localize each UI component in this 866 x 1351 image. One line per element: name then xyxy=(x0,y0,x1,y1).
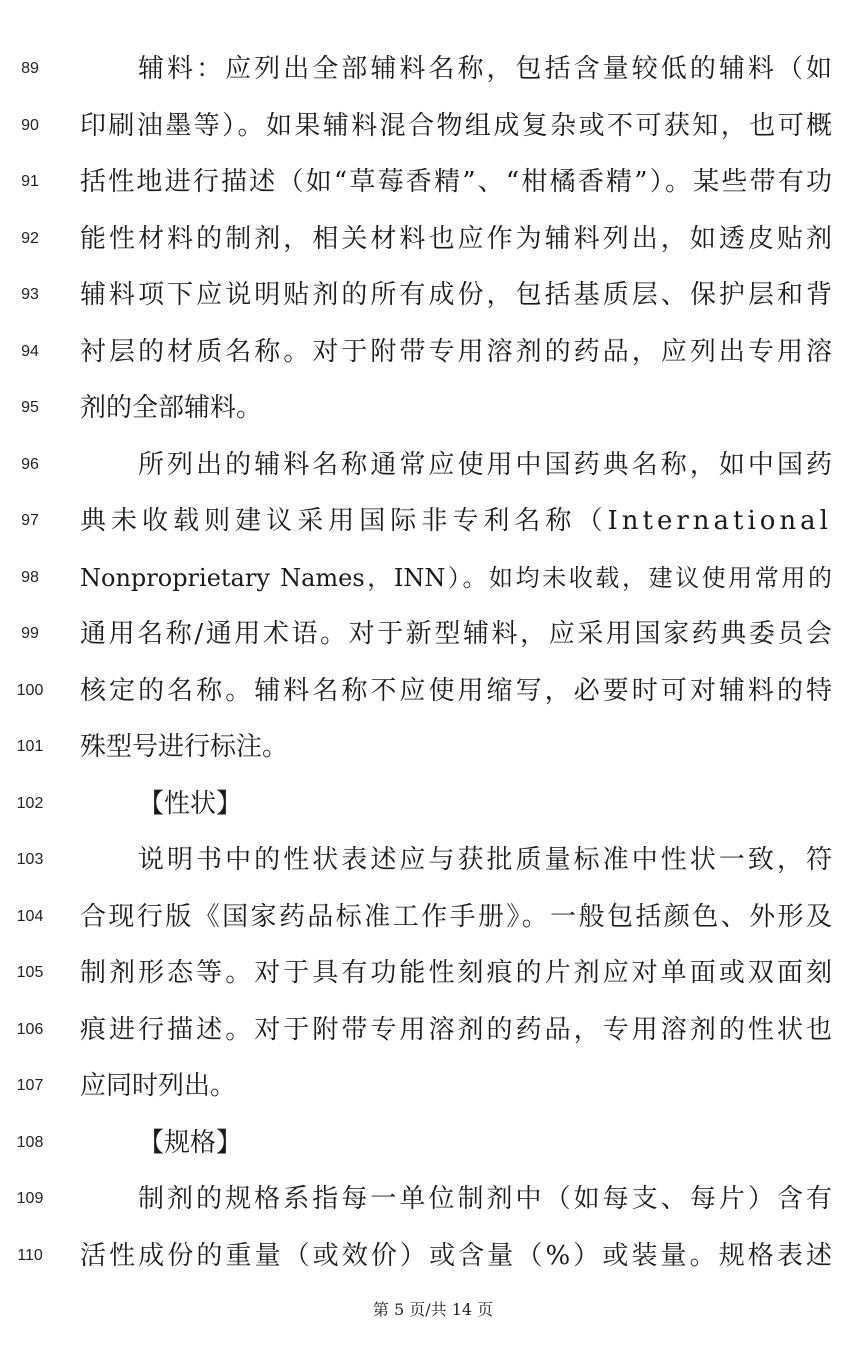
line-text: 衬层的材质名称。对于附带专用溶剂的药品，应列出专用溶 xyxy=(80,337,832,367)
line-text: 括性地进行描述（如“草莓香精”、“柑橘香精”）。某些带有功 xyxy=(80,167,832,197)
line-number: 94 xyxy=(21,343,39,360)
line-number: 92 xyxy=(21,230,39,247)
text-line xyxy=(0,1236,866,1276)
text-line xyxy=(0,219,866,259)
line-text: 殊型号进行标注。 xyxy=(80,732,289,762)
text-line xyxy=(0,501,866,541)
text-line xyxy=(0,332,866,372)
line-text: 活性成份的重量（或效价）或含量（%）或装量。规格表述 xyxy=(80,1241,832,1271)
section-heading: 【规格】 xyxy=(138,1128,243,1158)
line-number: 110 xyxy=(17,1247,43,1264)
line-text: 典未收载则建议采用国际非专利名称（International xyxy=(80,506,832,536)
text-line xyxy=(0,275,866,315)
section-heading: 【性状】 xyxy=(138,789,243,819)
line-number: 108 xyxy=(16,1134,44,1151)
text-line xyxy=(0,1179,866,1219)
text-line xyxy=(0,49,866,89)
line-text: 合现行版《国家药品标准工作手册》。一般包括颜色、外形及 xyxy=(80,902,832,932)
line-text: 应同时列出。 xyxy=(80,1071,237,1101)
line-number: 99 xyxy=(21,625,39,642)
line-number: 90 xyxy=(21,117,39,134)
line-number: 107 xyxy=(16,1077,44,1094)
text-line xyxy=(0,388,866,428)
text-line xyxy=(0,1066,866,1106)
text-line xyxy=(0,614,866,654)
line-number: 97 xyxy=(21,512,39,529)
line-number: 96 xyxy=(21,456,39,473)
page-footer: 第 5 页/共 14 页 xyxy=(372,1300,494,1319)
text-line xyxy=(0,671,866,711)
line-text: 制剂形态等。对于具有功能性刻痕的片剂应对单面或双面刻 xyxy=(80,958,832,988)
line-text: 说明书中的性状表述应与获批质量标准中性状一致，符 xyxy=(138,845,832,875)
line-number: 89 xyxy=(21,60,39,77)
line-text: 辅料：应列出全部辅料名称，包括含量较低的辅料（如 xyxy=(138,54,832,84)
line-number: 105 xyxy=(16,964,44,981)
line-text: 痕进行描述。对于附带专用溶剂的药品，专用溶剂的性状也 xyxy=(80,1015,832,1045)
text-line xyxy=(0,1010,866,1050)
line-text: 核定的名称。辅料名称不应使用缩写，必要时可对辅料的特 xyxy=(80,676,832,706)
text-line xyxy=(0,840,866,880)
line-number: 103 xyxy=(16,851,44,868)
line-number: 98 xyxy=(21,569,39,586)
text-line xyxy=(0,727,866,767)
line-number: 91 xyxy=(21,173,39,190)
line-text: 印刷油墨等）。如果辅料混合物组成复杂或不可获知，也可概 xyxy=(80,111,832,141)
text-line xyxy=(0,106,866,146)
line-number: 102 xyxy=(16,795,44,812)
text-line xyxy=(0,445,866,485)
section-heading-line xyxy=(0,1123,866,1163)
line-text: Nonproprietary Names，INN）。如均未收载，建议使用常用的 xyxy=(80,564,832,592)
line-number: 95 xyxy=(21,399,39,416)
line-text: 通用名称/通用术语。对于新型辅料，应采用国家药典委员会 xyxy=(80,619,832,649)
line-text: 辅料项下应说明贴剂的所有成份，包括基质层、保护层和背 xyxy=(80,280,832,310)
text-line xyxy=(0,953,866,993)
text-line xyxy=(0,558,866,598)
line-number: 101 xyxy=(16,738,44,755)
text-line xyxy=(0,897,866,937)
line-number: 100 xyxy=(16,682,44,699)
line-text: 制剂的规格系指每一单位制剂中（如每支、每片）含有 xyxy=(138,1184,832,1214)
text-line xyxy=(0,162,866,202)
line-number: 93 xyxy=(21,286,39,303)
line-text: 剂的全部辅料。 xyxy=(80,393,263,423)
line-number: 109 xyxy=(16,1190,44,1207)
line-number: 106 xyxy=(16,1021,44,1038)
line-text: 所列出的辅料名称通常应使用中国药典名称，如中国药 xyxy=(138,450,832,480)
line-text: 能性材料的制剂，相关材料也应作为辅料列出，如透皮贴剂 xyxy=(80,224,832,254)
section-heading-line xyxy=(0,784,866,824)
line-number: 104 xyxy=(16,908,44,925)
